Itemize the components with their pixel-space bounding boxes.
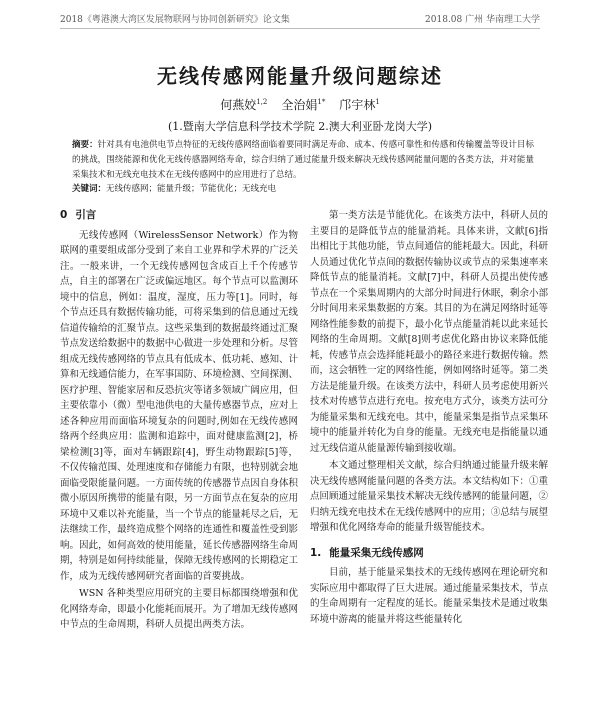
paragraph: 无线传感网（WirelessSensor Network）作为物联网的重要组成部分受到了来自工业界和学术界的广泛关注。一般来讲，一个无线传感网包含成百上千个传感节点，自主的部署在广泛或偏远地区。每个节点可以监测环境中的信息，例如：温度，湿度，压力等[1]。同时，每个节点还具有数据传输功能，可将采集到的信息通过无线信道传输给的汇聚节点。这些采集到的数据最终通过汇聚节点发送给数据中的数据中心做进一步处理和分析。尽管组成无线传感网络的节点具有低成本、低功耗、感知、计算和无线通信能力，在军事国防、环境检测、空间探测、医疗护理、智能家居和反恐抗灾等诸多领域广阔应用，但主要依靠小（微）型电池供电的大量传感器节点，应对上述各种应用而面临环境复杂的问题时,例如在无线传感网络两个经典应用：监测和追踪中，面对健康监测[2]，桥梁检测[3]等，面对车辆跟踪[4]，野生动物跟踪[5]等，不仅传输范围、处理速度和存储能力有限，也特别就会地面临受限能量问题。一方面传统的传感器节点因自身体积微小原因所携带的能量有限，另一方面节点在复杂的应用环境中又难以补充能量，当一个节点的能量耗尽之后，无法继续工作，最终造成整个网络的连通性和覆盖性受到影响。因此，如何高效的使用能量，延长传感器网络生命周期，特别是如何持续能量，保障无线传感网的长期稳定工作，成为无线传感网研究者面临的首要挑战。 — [60, 229, 298, 582]
author: 邝宇林$^1$ — [339, 98, 380, 112]
affiliations: (1.暨南大学信息科学技术学院 2.澳大利亚卧龙岗大学) — [167, 120, 433, 133]
keywords — [72, 182, 534, 197]
abstract-label: 摘要： — [72, 140, 98, 150]
author-list — [0, 96, 600, 113]
running-header-left: 2018《粤港澳大湾区发展物联网与协同创新研究》论文集 — [60, 15, 290, 25]
section-heading-intro: 0 引言 — [60, 209, 97, 221]
author: 全治娟$^{1*}$ — [281, 98, 326, 112]
paper-title: 无线传感网能量升级问题综述 — [157, 64, 443, 88]
running-header — [60, 12, 540, 29]
section-heading-energy-harvesting: 1. 能量采集无线传感网 — [310, 546, 424, 559]
abstract — [72, 138, 534, 183]
author: 何燕姣$^{1,2}$ — [220, 98, 268, 112]
running-header-right: 2018.08 广州 华南理工大学 — [425, 15, 540, 25]
paragraph: 第一类方法是节能优化。在该类方法中，科研人员的主要目的是降低节点的能量消耗。具体来讲，文献[6]指出相比于其他功能，节点间通信的能耗最大。因此，科研人员通过优化节点间的数据传输协议或节点的采集速率来降低节点的能量消耗。文献[7]中，科研人员提出使传感节点在一个采集周期内的大部分时间进行休眠，剩余小部分时间用来采集数据的方案。其目的为在满足网络时延等网络性能参数的前提下，最小化节点能量消耗以此来延长网络的生命周期。文献[8]则考虑优化路由协议来降低能耗，传感节点会选择能耗最小的路径来进行数据传输。然而，这会牺牲一定的网络性能，例如网络时延等。第二类方法是能量升级。在该类方法中，科研人员考虑使用新兴技术对传感节点进行充电。按充电方式分，该类方法可分为能量采集和无线充电。其中，能量采集是指节点采集环境中的能量并转化为自身的能量。无线充电是指能量以通过无线信道从能量源传输到接收端。 — [310, 210, 548, 454]
right-column — [310, 208, 548, 713]
paragraph: WSN 各种类型应用研究的主要目标都围绕增强和优化网络寿命，即最小化能耗而展开。为了增加无线传感网中节点的生命周期，科研人员提出两类方法。 — [60, 588, 298, 630]
paragraph: 目前，基于能量采集技术的无线传感网在理论研究和实际应用中都取得了巨大进展。通过能量采集技术，节点的生命周期有一定程度的延长。能量采集技术是通过收集环境中游离的能量并将这些能量转化 — [310, 567, 548, 625]
left-column — [60, 208, 298, 713]
keywords-label: 关键词： — [72, 184, 107, 194]
paragraph: 本文通过整理相关文献，综合归纳通过能量升级来解决无线传感网能量问题的各类方法。本文结构如下：①重点回顾通过能量采集技术解决无线传感网的能量问题，②归纳无线充电技术在无线传感网中的应用；③总结与展望增强和优化网络寿命的能量升级智能技术。 — [310, 460, 548, 533]
abstract-text: 针对具有电池供电节点特征的无线传感网络面临着要同时满足寿命、成本、传感可靠性和传感和传输覆盖等设计目标的挑战，围绕能源和优化无线传感器网络寿命，综合归纳了通过能量升级来解决无线传感网能量问题的各类方法，并对能量采集技术和无线充电技术在无线传感网中的应用进行了总结。 — [72, 140, 534, 180]
keywords-text: 无线传感网；能量升级；节能优化；无线充电 — [106, 184, 277, 194]
